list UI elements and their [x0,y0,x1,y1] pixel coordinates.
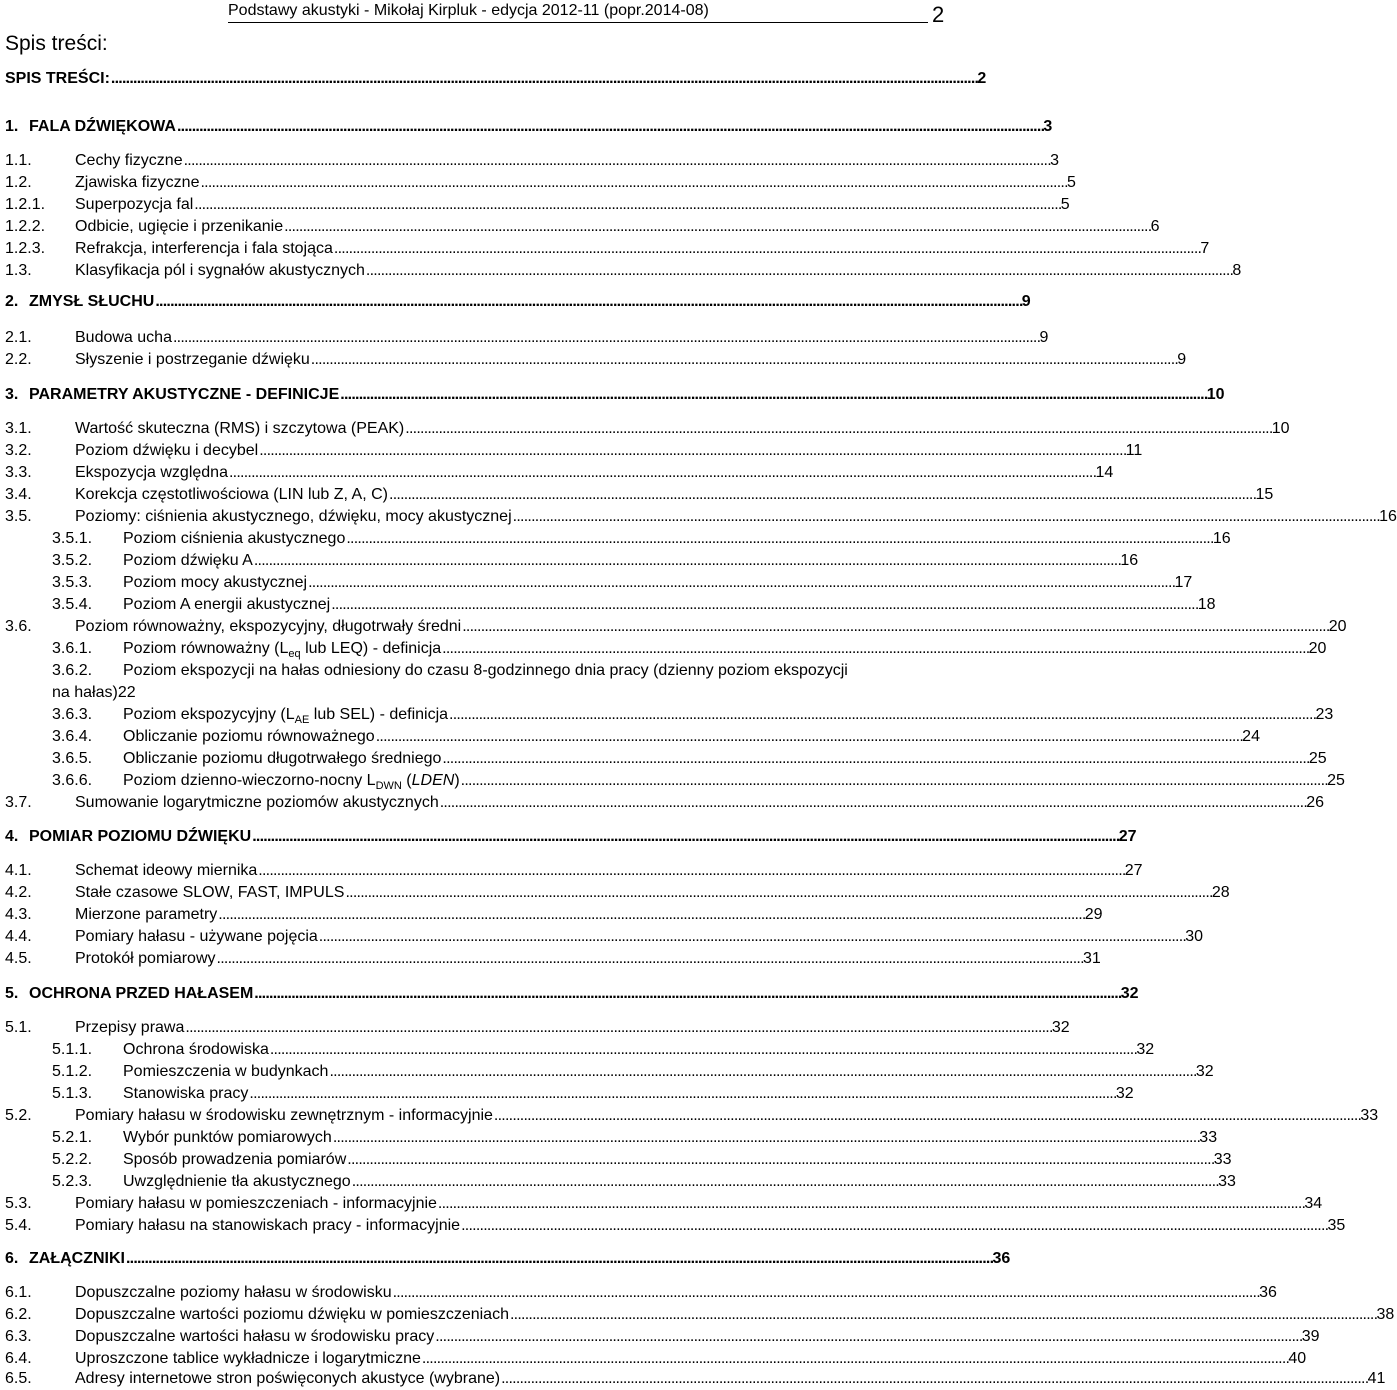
toc-entry-title: Przepisy prawa [75,1019,185,1036]
toc-entry[interactable] [5,704,1334,727]
toc-entry[interactable] [5,1149,1232,1171]
dot-leader [513,506,1378,528]
toc-entry[interactable] [5,1039,1155,1061]
toc-entry-title: Schemat ideowy miernika [75,862,258,879]
toc-entry[interactable] [5,194,1070,216]
toc-entry-page: 29 [1084,906,1103,923]
toc-entry-number: 4.4. [5,928,32,945]
toc-entry[interactable] [5,1171,1236,1193]
dot-leader [217,948,1082,970]
toc-entry[interactable] [5,860,1143,882]
toc-entry[interactable] [5,726,1260,748]
toc-entry-number: 3.5.2. [52,552,93,569]
toc-entry-title: Poziom ekspozycji na hałas odniesiony do czasu 8-godzinnego dnia pracy (dzienny poziom ekspozycji [123,662,848,679]
toc-entry[interactable] [5,882,1230,904]
dot-leader [254,550,1119,572]
toc-entry-page: 16 [1379,508,1397,525]
toc-entry-page: 33 [1199,1129,1218,1146]
dot-leader [435,1326,1300,1348]
toc-entry-title: Mierzone parametry [75,906,218,923]
toc-entry-title: Sumowanie logarytmiczne poziomów akustycznych [75,794,439,811]
toc-entry-number: 5.4. [5,1217,32,1234]
running-header: Podstawy akustyki - Mikołaj Kirpluk - edycja 2012-11 (popr.2014-08) [228,2,709,19]
toc-entry-page: 9 [1021,293,1031,310]
toc-entry-number: 5.2. [5,1107,32,1124]
toc-entry-number: 3.2. [5,442,32,459]
toc-entry-number: 5.1.3. [52,1085,93,1102]
toc-entry-page: 32 [1195,1063,1214,1080]
toc-entry[interactable] [5,506,1397,528]
toc-entry[interactable] [5,68,987,90]
dot-leader [270,1039,1135,1061]
toc-entry-number: 2.1. [5,329,32,346]
toc-entry-number: 3.1. [5,420,32,437]
toc-entry-title: ZAŁĄCZNIKI [29,1250,125,1267]
toc-entry-title: Odbicie, ugięcie i przenikanie [75,218,284,235]
toc-entry-title-continued: na hałas) [52,684,118,701]
toc-entry-title: Dopuszczalne wartości hałasu w środowisku pracy [75,1328,435,1345]
toc-entry[interactable] [5,826,1137,848]
toc-entry-title: Pomiary hałasu - używane pojęcia [75,928,318,945]
dot-leader [462,616,1327,638]
toc-entry-page: 25 [1308,750,1327,767]
dot-leader [366,260,1231,282]
toc-entry-number: 4.3. [5,906,32,923]
dot-leader [461,1215,1326,1237]
toc-entry[interactable] [5,748,1327,770]
dot-leader [311,349,1176,371]
dot-leader [345,882,1210,904]
dot-leader [334,238,1199,260]
toc-entry-page: 6 [1150,218,1160,235]
toc-entry-page: 10 [1206,386,1225,403]
dot-leader [376,726,1241,748]
toc-entry[interactable] [5,1127,1218,1149]
dot-leader [501,1368,1366,1390]
dot-leader [252,826,1117,848]
toc-entry-number: 5.2.3. [52,1173,93,1190]
toc-entry-title: Korekcja częstotliwościowa (LIN lub Z, A, C) [75,486,388,503]
toc-entry-title: OCHRONA PRZED HAŁASEM [29,985,254,1002]
toc-entry-number: 3.6. [5,618,32,635]
dot-leader [333,1127,1198,1149]
toc-entry-title: Cechy fizyczne [75,152,183,169]
toc-entry-page: 3 [1043,118,1053,135]
toc-entry-number: 6.2. [5,1306,32,1323]
toc-entry[interactable] [5,1083,1134,1105]
dot-leader [442,638,1307,660]
toc-entry-page: 27 [1118,828,1137,845]
toc-entry[interactable] [5,172,1076,194]
toc-entry-page: 5 [1060,196,1070,213]
toc-entry-page: 7 [1200,240,1210,257]
toc-entry-number: 5.2.1. [52,1129,93,1146]
dot-leader [254,983,1119,1005]
toc-entry[interactable] [5,1368,1386,1390]
toc-entry-title: Superpozycja fal [75,196,194,213]
toc-entry-title: Adresy internetowe stron poświęconych akustyce (wybrane) [75,1370,501,1387]
dot-leader [155,291,1020,313]
toc-entry-page: 14 [1095,464,1114,481]
toc-entry-number: 2. [5,293,19,310]
toc-entry-title: Poziom dzienno-wieczorno-nocny $L_{DWN}$ (LDEN) [123,772,460,793]
page-number: 2 [932,2,945,27]
dot-leader [422,1348,1287,1370]
toc-entry-number: 1.1. [5,152,32,169]
dot-leader [218,904,1083,926]
toc-entry-page: 8 [1232,262,1242,279]
toc-entry-page: 17 [1174,574,1193,591]
toc-entry-number: 3.6.3. [52,706,93,723]
toc-entry-title: Refrakcja, interferencja i fala stojąca [75,240,333,257]
toc-entry[interactable] [5,770,1345,793]
toc-entry-title: FALA DŹWIĘKOWA [29,118,176,135]
toc-entry-number: 6.4. [5,1350,32,1367]
toc-entry[interactable] [5,484,1274,506]
toc-entry-title: Poziomy: ciśnienia akustycznego, dźwięku, mocy akustycznej [75,508,512,525]
dot-leader [258,860,1123,882]
toc-entry-page: 28 [1211,884,1230,901]
dot-leader [340,384,1205,406]
dot-leader [494,1105,1359,1127]
toc-entry[interactable] [5,1193,1323,1215]
toc-entry-page: 11 [1125,442,1143,459]
toc-entry-title: Klasyfikacja pól i sygnałów akustycznych [75,262,365,279]
toc-entry-page: 10 [1271,420,1290,437]
toc-entry-title: Wybór punktów pomiarowych [123,1129,332,1146]
toc-entry-number: 3.5.1. [52,530,93,547]
toc-entry-title: Dopuszczalne wartości poziomu dźwięku w pomieszczeniach [75,1306,509,1323]
toc-entry-page: 23 [1315,706,1334,723]
toc-entry-title: POMIAR POZIOMU DŹWIĘKU [29,828,252,845]
toc-entry[interactable] [5,327,1049,349]
toc-entry-number: 5.1. [5,1019,32,1036]
dot-leader [331,594,1196,616]
toc-entry-number: 4.1. [5,862,32,879]
dot-leader [200,172,1065,194]
toc-entry-page: 18 [1197,596,1216,613]
toc-entry-page: 32 [1115,1085,1134,1102]
toc-entry-page: 34 [1304,1195,1323,1212]
toc-entry[interactable] [5,550,1139,572]
toc-entry[interactable] [5,462,1114,484]
dot-leader [284,216,1149,238]
toc-entry-number: 3.5.4. [52,596,93,613]
toc-entry-title: Protokół pomiarowy [75,950,216,967]
toc-entry-page: 26 [1306,794,1324,811]
dot-leader [438,1193,1303,1215]
toc-entry-page: 39 [1301,1328,1320,1345]
toc-entry-number: 1.2. [5,174,32,191]
dot-leader [329,1061,1194,1083]
dot-leader [259,440,1124,462]
toc-entry[interactable] [5,440,1143,462]
toc-entry-page: 9 [1177,351,1187,368]
toc-entry-number: 3.6.2. [52,662,93,679]
toc-entry[interactable] [5,1304,1395,1326]
toc-entry[interactable] [5,116,1053,138]
dot-leader [173,327,1038,349]
toc-entry-number: 3. [5,386,19,403]
toc-entry-page: 36 [1259,1284,1277,1301]
toc-entry[interactable] [5,150,1059,172]
toc-entry-title: Poziom dźwięku A [123,552,253,569]
toc-entry-title: Budowa ucha [75,329,172,346]
toc-entry-number: 1.2.3. [5,240,46,257]
dot-leader [352,1171,1217,1193]
dot-leader [461,770,1326,792]
toc-entry-title: Zjawiska fizyczne [75,174,200,191]
toc-entry-number: 3.4. [5,486,32,503]
toc-entry-title: Ochrona środowiska [123,1041,269,1058]
toc-entry-number: 5.3. [5,1195,32,1212]
toc-entry[interactable] [5,983,1139,1005]
dot-leader [185,1017,1050,1039]
toc-entry-title: Słyszenie i postrzeganie dźwięku [75,351,310,368]
toc-entry-page: 2 [977,70,987,87]
dot-leader [111,68,976,90]
dot-leader [442,748,1307,770]
toc-entry-page: 15 [1255,486,1274,503]
toc-entry[interactable] [5,616,1347,638]
toc-entry-number: 1.2.1. [5,196,46,213]
toc-entry-page: 27 [1124,862,1143,879]
toc-entry-number: 3.6.5. [52,750,93,767]
dot-leader [389,484,1254,506]
toc-entry-title: Wartość skuteczna (RMS) i szczytowa (PEAK) [75,420,405,437]
toc-entry[interactable] [5,792,1324,814]
toc-entry-title: Uproszczone tablice wykładnicze i logarytmiczne [75,1350,421,1367]
toc-entry-number: 5.1.2. [52,1063,93,1080]
toc-entry-page: 5 [1066,174,1076,191]
toc-entry[interactable] [5,349,1187,371]
toc-entry-page: 25 [1327,772,1345,789]
toc-entry-number: 6.5. [5,1370,32,1387]
toc-entry-title: Sposób prowadzenia pomiarów [123,1151,347,1168]
toc-entry[interactable] [5,418,1290,440]
toc-entry-title: Obliczanie poziomu równoważnego [123,728,375,745]
toc-entry[interactable] [5,1215,1346,1237]
toc-entry-title: Pomieszczenia w budynkach [123,1063,329,1080]
toc-entry[interactable] [5,1105,1379,1127]
toc-entry-title: Uwzględnienie tła akustycznego [123,1173,351,1190]
toc-entry-page: 36 [992,1250,1011,1267]
dot-leader [229,462,1094,484]
toc-entry[interactable] [5,926,1204,948]
dot-leader [510,1304,1375,1326]
toc-entry[interactable] [5,1282,1277,1304]
dot-leader [346,528,1211,550]
toc-entry-page: 33 [1218,1173,1236,1190]
toc-entry[interactable] [5,1326,1320,1348]
toc-entry[interactable] [5,1017,1070,1039]
page-title: Spis treści: [5,32,108,55]
toc-entry-title: Stanowiska pracy [123,1085,249,1102]
toc-entry-title: Dopuszczalne poziomy hałasu w środowisku [75,1284,392,1301]
toc-entry-title: PARAMETRY AKUSTYCZNE - DEFINICJE [29,386,340,403]
toc-entry-number: 3.7. [5,794,32,811]
toc-entry[interactable] [5,260,1242,282]
toc-entry-page: 33 [1360,1107,1379,1124]
toc-entry-title: Poziom równoważny ($L_{eq}$ lub LEQ) - definicja [123,640,442,661]
toc-entry-number: 3.6.4. [52,728,93,745]
toc-entry[interactable] [5,1061,1214,1083]
toc-entry-page: 16 [1120,552,1139,569]
toc-entry-title: Ekspozycja względna [75,464,228,481]
toc-entry-page: 35 [1327,1217,1346,1234]
toc-entry-page: 33 [1213,1151,1232,1168]
toc-entry-number: 1.3. [5,262,32,279]
dot-leader [393,1282,1258,1304]
toc-entry-number: 4. [5,828,19,845]
toc-entry-title: Poziom ekspozycyjny ($L_{AE}$ lub SEL) - definicja [123,706,449,727]
toc-entry-page: 9 [1039,329,1049,346]
dot-leader [184,150,1049,172]
toc-entry-number: 2.2. [5,351,32,368]
toc-entry[interactable] [5,594,1216,616]
toc-entry-number: 1.2.2. [5,218,46,235]
toc-entry-number: 4.5. [5,950,32,967]
toc-entry-number: 5.1.1. [52,1041,93,1058]
toc-entry[interactable] [5,238,1210,260]
toc-entry[interactable] [5,638,1327,661]
dot-leader [177,116,1042,138]
toc-entry-page: 32 [1136,1041,1155,1058]
dot-leader [308,572,1173,594]
toc-entry-title: Pomiary hałasu na stanowiskach pracy - informacyjnie [75,1217,461,1234]
toc-entry-page: 32 [1120,985,1139,1002]
toc-entry-number: 3.3. [5,464,32,481]
dot-leader [405,418,1270,440]
toc-entry-page: 24 [1242,728,1260,745]
toc-entry-page: 20 [1328,618,1347,635]
toc-entry-title: Poziom równoważny, ekspozycyjny, długotrwały średni [75,618,462,635]
toc-entry-number: 5. [5,985,19,1002]
toc-entry-page: 22 [117,684,136,701]
toc-entry-number: 6.3. [5,1328,32,1345]
toc-entry-title: SPIS TREŚCI: [5,70,110,87]
toc-entry[interactable] [5,528,1231,550]
toc-entry[interactable] [5,948,1101,970]
toc-entry-number: 6.1. [5,1284,32,1301]
toc-entry[interactable] [5,1348,1307,1370]
toc-entry-number: 3.5.3. [52,574,93,591]
dot-leader [319,926,1184,948]
toc-entry-title: Poziom mocy akustycznej [123,574,308,591]
toc-entry-page: 41 [1367,1370,1386,1387]
toc-entry-title: Pomiary hałasu w środowisku zewnętrznym - informacyjnie [75,1107,493,1124]
toc-entry[interactable] [5,1248,1011,1270]
toc-entry-page: 30 [1185,928,1204,945]
toc-entry-page: 40 [1288,1350,1307,1367]
toc-entry-number: 5.2.2. [52,1151,93,1168]
toc-entry-number: 3.6.1. [52,640,93,657]
dot-leader [440,792,1305,814]
toc-entry-title: Pomiary hałasu w pomieszczeniach - informacyjnie [75,1195,437,1212]
toc-entry-page: 32 [1051,1019,1070,1036]
toc-entry-page: 3 [1050,152,1059,169]
toc-entry-number: 3.5. [5,508,32,525]
toc-entry-title: Poziom ciśnienia akustycznego [123,530,346,547]
toc-entry[interactable] [5,572,1193,594]
dot-leader [347,1149,1212,1171]
toc-entry-page: 38 [1376,1306,1395,1323]
toc-entry-page: 20 [1308,640,1327,657]
toc-entry-title: Poziom dźwięku i decybel [75,442,259,459]
toc-entry-title: Obliczanie poziomu długotrwałego średniego [123,750,442,767]
toc-entry-title: Stałe czasowe SLOW, FAST, IMPULS [75,884,345,901]
toc-entry-number: 4.2. [5,884,32,901]
toc-entry-number: 6. [5,1250,19,1267]
toc-entry-number: 3.6.6. [52,772,93,789]
toc-entry-title: ZMYSŁ SŁUCHU [29,293,155,310]
toc-entry-page: 16 [1212,530,1231,547]
dot-leader [449,704,1314,726]
toc-entry-title: Poziom A energii akustycznej [123,596,331,613]
dot-leader [126,1248,991,1270]
toc-entry[interactable] [5,216,1160,238]
dot-leader [249,1083,1114,1105]
toc-entry-page: 31 [1082,950,1101,967]
toc-entry-number: 1. [5,118,19,135]
toc-entry[interactable] [5,904,1103,926]
dot-leader [194,194,1059,216]
toc-entry[interactable] [5,384,1225,406]
toc-entry[interactable] [5,291,1031,313]
